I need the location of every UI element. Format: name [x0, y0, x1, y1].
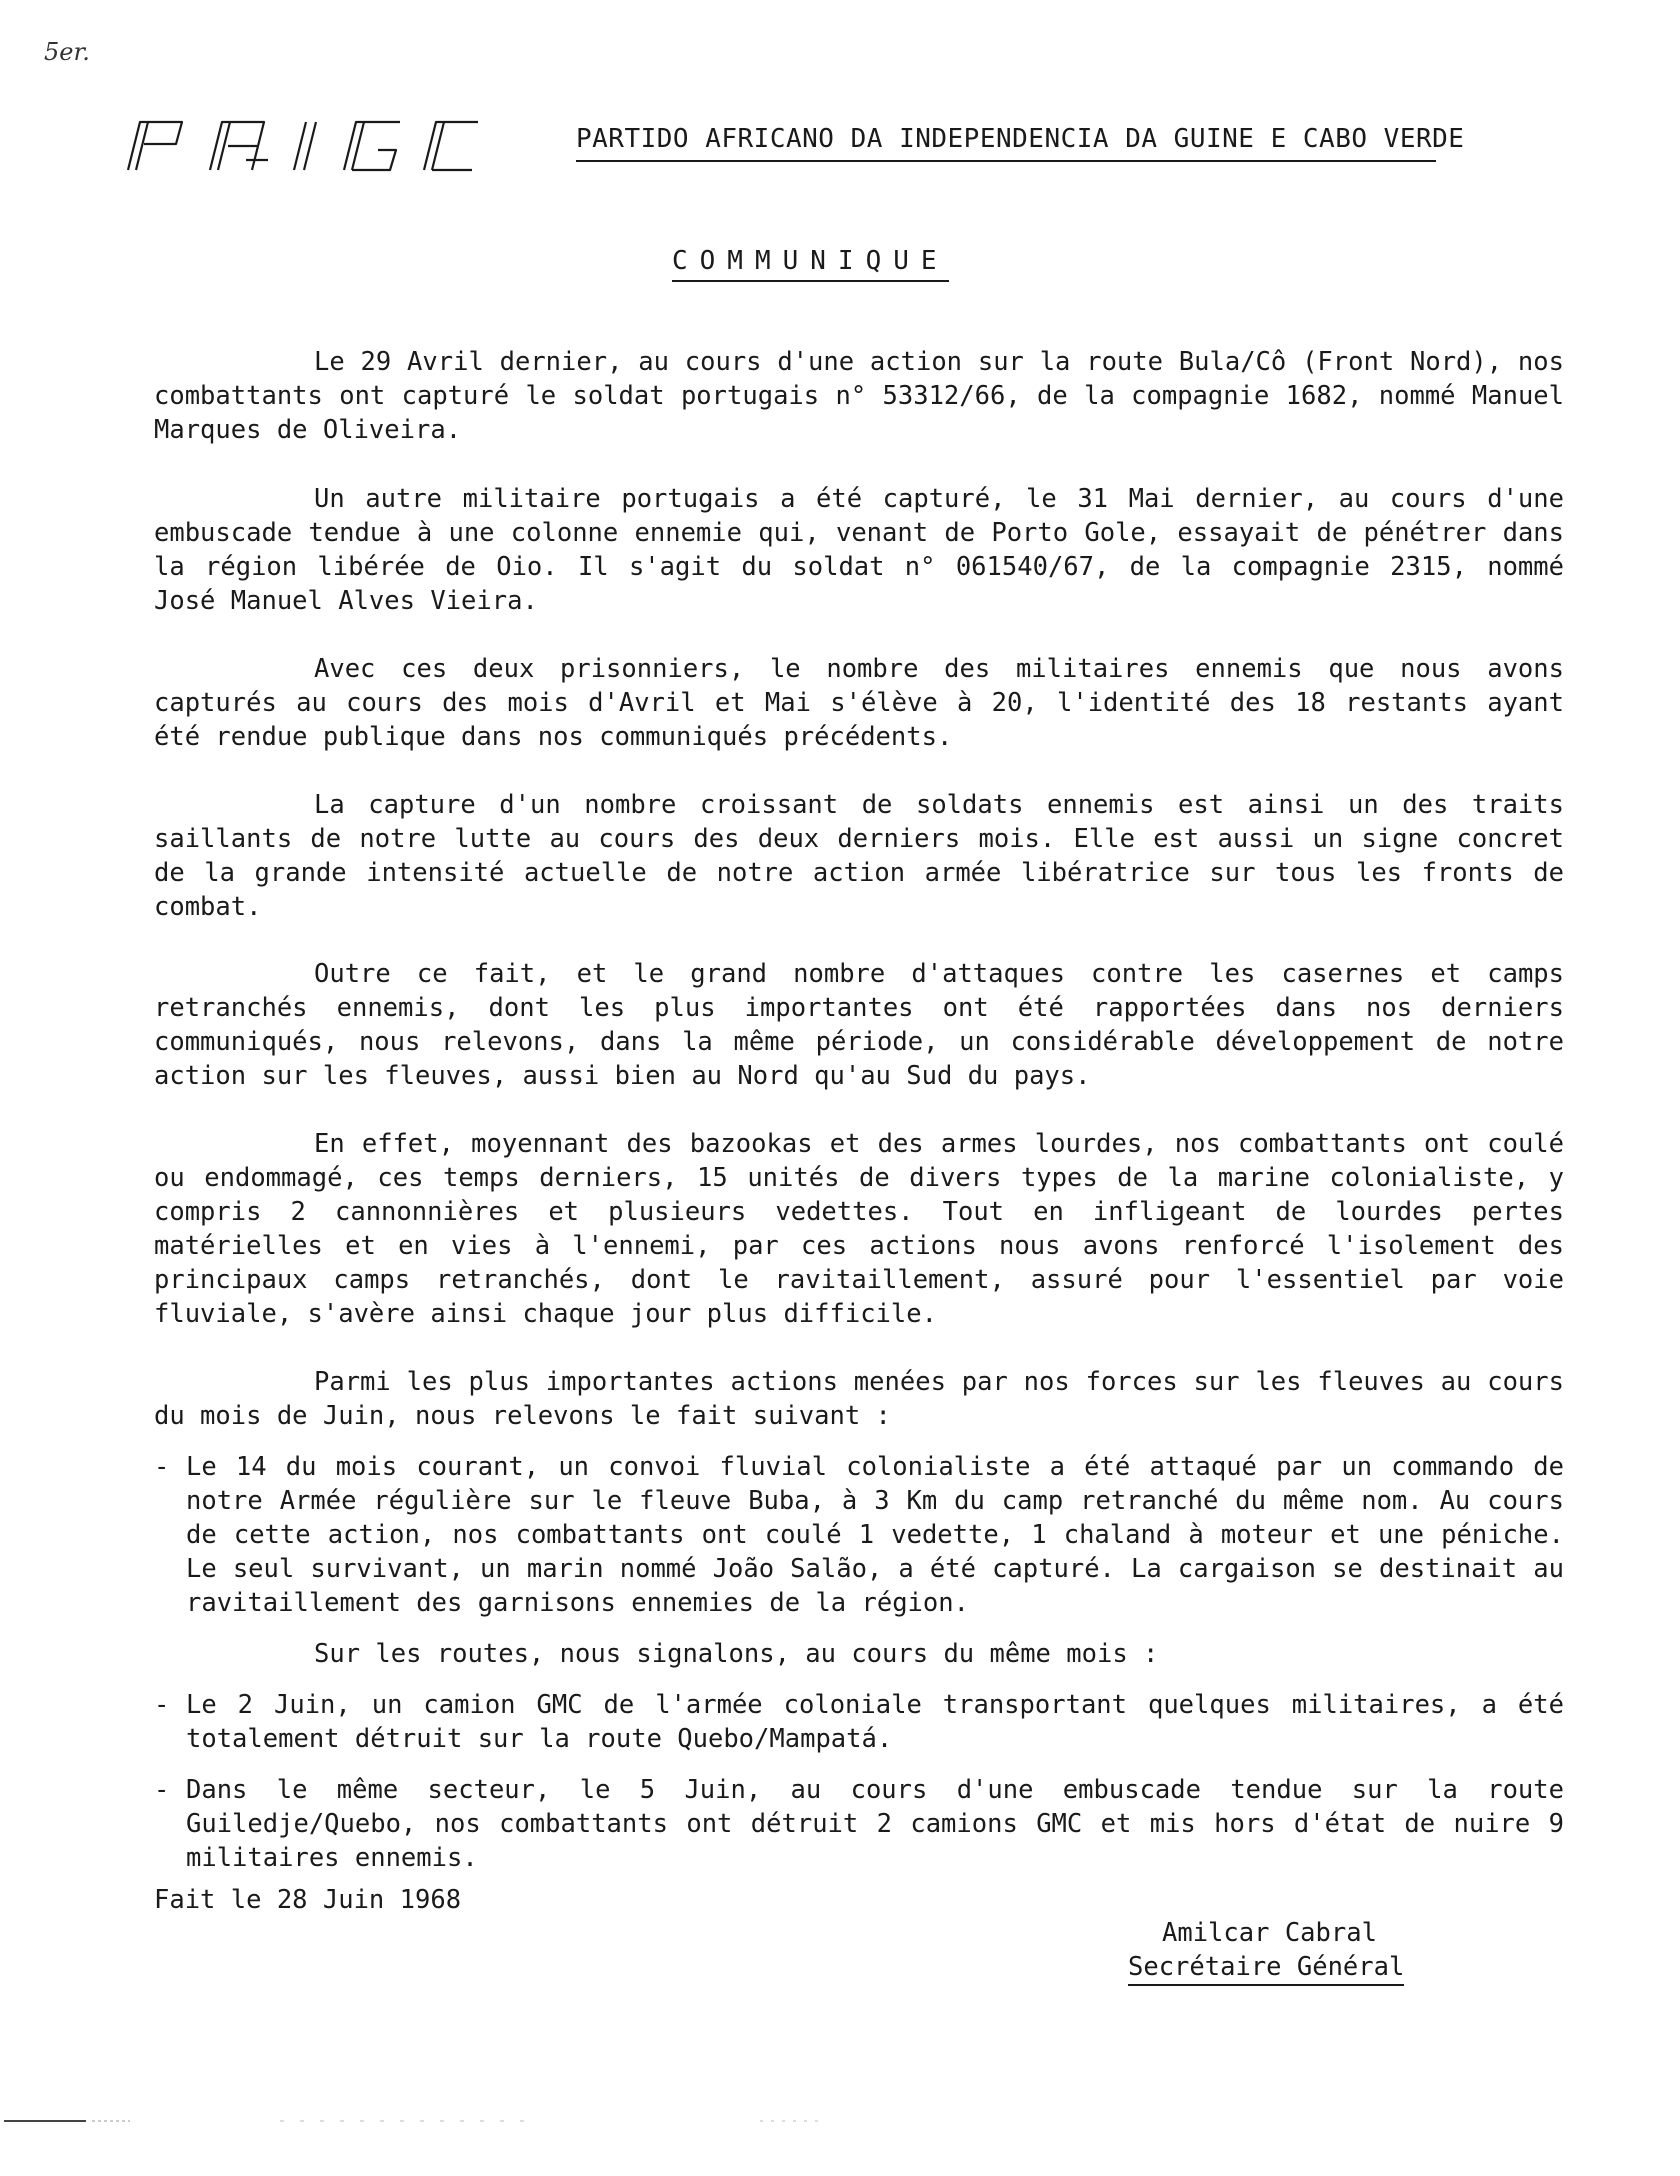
paragraph-capture-april: Le 29 Avril dernier, au cours d'une action sur la route Bula/Cô (Front Nord), nos combattants ont capturé le soldat portugais n° 53312/66, de la compagnie 1682, nommé Manuel Marques de Oliveira.: [154, 347, 1564, 445]
party-logo: [118, 118, 498, 174]
paragraph-growing-captures: La capture d'un nombre croissant de soldats ennemis est ainsi un des traits saillants de notre lutte au cours des deux derniers mois. Elle est aussi un signe concret de la grande intensité actuelle de notre action armée libératrice sur tous les fronts de combat.: [154, 790, 1564, 922]
handwritten-note: 5er.: [44, 38, 90, 66]
list-item-road-june-2: - Le 2 Juin, un camion GMC de l'armée coloniale transportant quelques militaires, a été totalement détruit sur la route Quebo/Mampatá.: [154, 1690, 1564, 1754]
date-line: Fait le 28 Juin 1968: [154, 1885, 462, 1915]
party-name-header: PARTIDO AFRICANO DA INDEPENDENCIA DA GUINE E CABO VERDE: [576, 124, 1436, 162]
paragraph-june-actions: Parmi les plus importantes actions menées par nos forces sur les fleuves au cours du mois de Juin, nous relevons le fait suivant :: [154, 1367, 1564, 1431]
signatory-title: Secrétaire Général: [1128, 1952, 1404, 1986]
roads-intro: Sur les routes, nous signalons, au cours du même mois :: [314, 1639, 1159, 1669]
list-item-road-june-5: - Dans le même secteur, le 5 Juin, au cours d'une embuscade tendue sur la route Guiledje/Quebo, nos combattants ont détruit 2 camions GMC et mis hors d'état de nuire 9 militaires ennemis.: [154, 1775, 1564, 1873]
paragraph-prisoner-count: Avec ces deux prisonniers, le nombre des militaires ennemis que nous avons capturés au cours des mois d'Avril et Mai s'élève à 20, l'identité des 18 restants ayant été rendue publique dans nos communiqués précédents.: [154, 654, 1564, 752]
list-item-river-convoy: - Le 14 du mois courant, un convoi fluvial colonialiste a été attaqué par un commando de notre Armée régulière sur le fleuve Buba, à 3 Km du camp retranché du même nom. Au cours de cette action, nos combattants ont coulé 1 vedette, 1 chaland à moteur et une péniche. Le seul survivant, un marin nommé João Salão, a été capturé. La cargaison se destinait au ravitaillement des garnisons ennemies de la région.: [154, 1452, 1564, 1618]
document-title: COMMUNIQUE: [672, 246, 949, 282]
signatory-name: Amilcar Cabral: [1162, 1918, 1377, 1948]
paragraph-naval-losses: En effet, moyennant des bazookas et des armes lourdes, nos combattants ont coulé ou endommagé, ces temps derniers, 15 unités de divers types de la marine colonialiste, y compris 2 cannonnières et plusieurs vedettes. Tout en infligeant de lourdes pertes matérielles et en vies à l'ennemi, par ces actions nous avons renforcé l'isolement des principaux camps retranchés, dont le ravitaillement, assuré pour l'essentiel par voie fluviale, s'avère ainsi chaque jour plus difficile.: [154, 1129, 1564, 1329]
paragraph-capture-may: Un autre militaire portugais a été capturé, le 31 Mai dernier, au cours d'une embuscade tendue à une colonne ennemie qui, venant de Porto Gole, essayait de pénétrer dans la région libérée de Oio. Il s'agit du soldat n° 061540/67, de la compagnie 2315, nommé José Manuel Alves Vieira.: [154, 484, 1564, 616]
paragraph-river-actions: Outre ce fait, et le grand nombre d'attaques contre les casernes et camps retranchés ennemis, dont les plus importantes ont été rapportées dans nos derniers communiqués, nous relevons, dans la même période, un considérable développement de notre action sur les fleuves, aussi bien au Nord qu'au Sud du pays.: [154, 959, 1564, 1091]
scan-artifact-line: [0, 2118, 860, 2124]
